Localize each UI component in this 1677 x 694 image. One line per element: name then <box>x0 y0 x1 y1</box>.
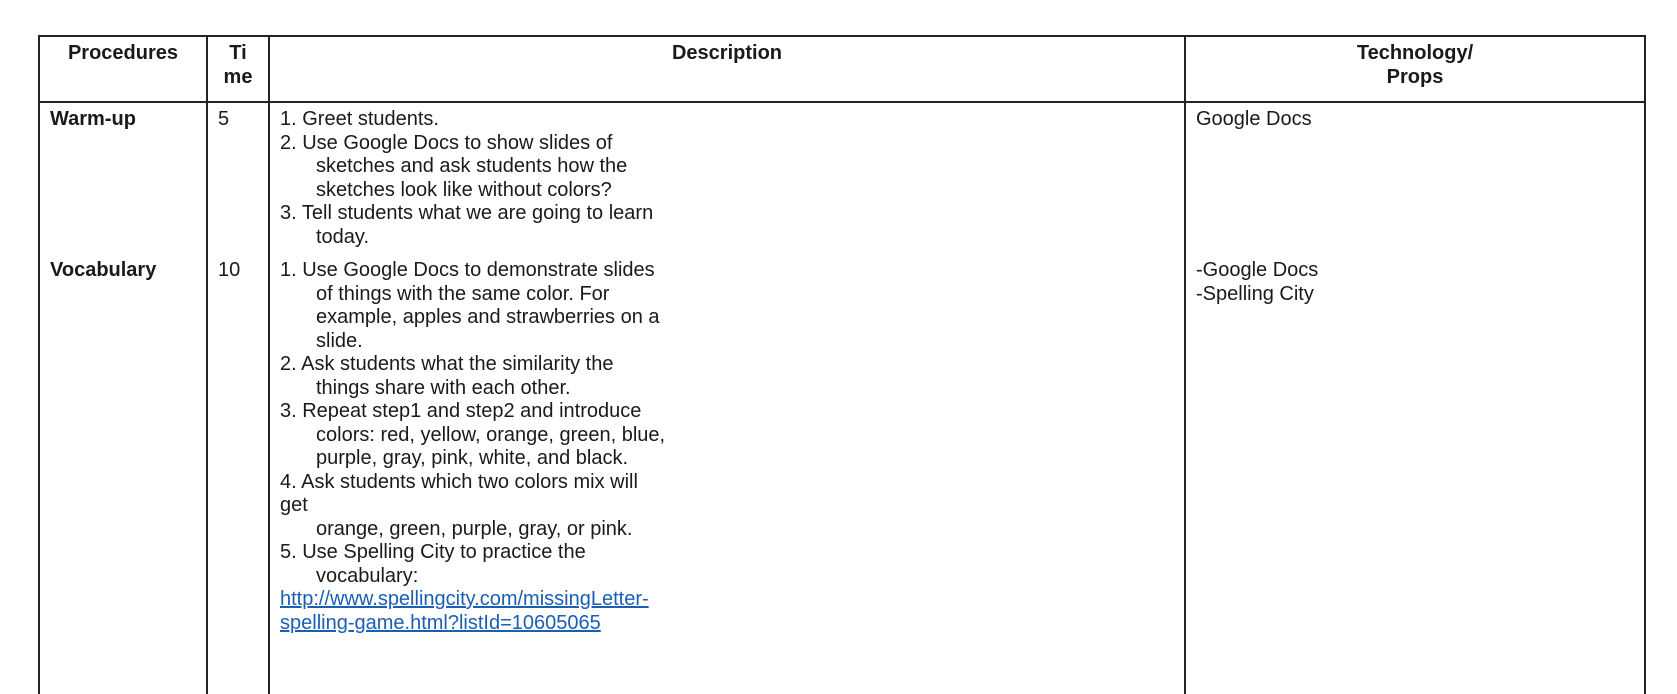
description-line: of things with the same color. For <box>316 282 610 305</box>
procedure-cell: Warm-up <box>40 103 208 254</box>
description-line: slide. <box>316 329 363 352</box>
tech-item: -Spelling City <box>1196 282 1314 305</box>
header-description: Description <box>270 37 1186 101</box>
description-line: colors: red, yellow, orange, green, blue, <box>316 423 666 446</box>
table-header-row <box>40 37 1644 103</box>
description-line: things share with each other. <box>316 376 571 399</box>
tech-item: -Google Docs <box>1196 259 1319 281</box>
tech-cell <box>1186 103 1644 254</box>
description-line: example, apples and strawberries on a <box>316 306 660 328</box>
lesson-plan-table <box>38 35 1646 694</box>
time-cell: 5 <box>208 103 270 254</box>
description-line: 3. Tell students what we are going to learn <box>280 202 654 224</box>
description-cell <box>270 103 1186 254</box>
table-row <box>40 254 1644 694</box>
description-line: 1. Greet students. <box>280 108 439 130</box>
description-line: today. <box>316 225 369 248</box>
description-line: vocabulary: <box>316 564 419 587</box>
header-time-line: me <box>223 65 253 88</box>
header-technology <box>1186 37 1644 101</box>
header-tech-line: Props <box>1386 65 1444 88</box>
spellingcity-link[interactable]: spelling-game.html?listId=10605065 <box>280 611 601 634</box>
description-line: 1. Use Google Docs to demonstrate slides <box>280 259 655 281</box>
tech-cell <box>1186 254 1644 694</box>
header-procedures: Procedures <box>40 37 208 101</box>
description-line: orange, green, purple, gray, or pink. <box>316 517 633 540</box>
spellingcity-link[interactable]: http://www.spellingcity.com/missingLetter- <box>280 588 649 610</box>
tech-item: Google Docs <box>1196 108 1312 130</box>
time-cell: 10 <box>208 254 270 694</box>
header-time-line: Ti <box>229 42 247 64</box>
description-cell <box>270 254 1186 694</box>
description-line: 2. Ask students what the similarity the <box>280 353 614 375</box>
description-line: 2. Use Google Docs to show slides of <box>280 131 613 154</box>
description-line: 3. Repeat step1 and step2 and introduce <box>280 400 642 422</box>
description-line: 5. Use Spelling City to practice the <box>280 541 586 563</box>
description-line: sketches look like without colors? <box>316 178 612 201</box>
header-tech-line: Technology/ <box>1356 42 1474 64</box>
header-time <box>208 37 270 101</box>
table-row <box>40 103 1644 254</box>
description-line: get <box>280 494 308 516</box>
description-line: purple, gray, pink, white, and black. <box>316 447 629 469</box>
procedure-cell: Vocabulary <box>40 254 208 694</box>
description-line: 4. Ask students which two colors mix will <box>280 470 638 493</box>
description-line: sketches and ask students how the <box>316 155 628 177</box>
